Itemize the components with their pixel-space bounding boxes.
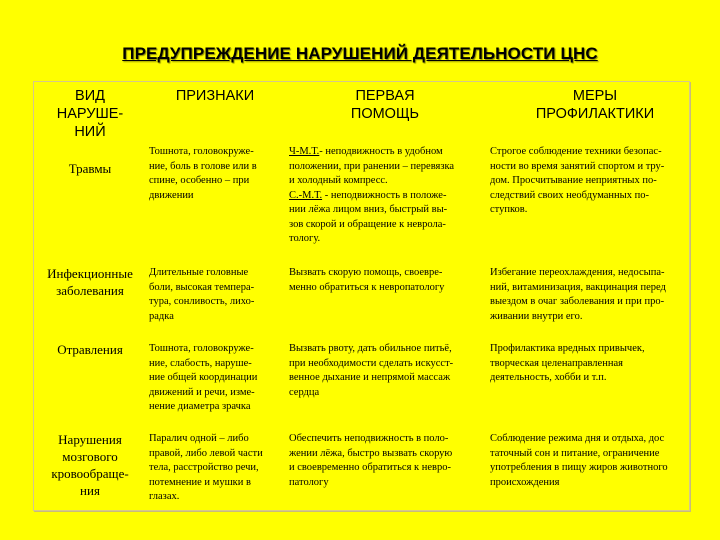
signs-line: правой, либо левой части (149, 447, 263, 459)
row-prevention (490, 145, 694, 218)
row-kind-line: Травмы (68, 161, 112, 176)
signs-line: ние, боль в голове или в (149, 160, 257, 172)
prevention-line: выездом в очаг заболевания и при про- (490, 296, 665, 307)
signs-line: движении (149, 189, 194, 201)
row-kind-line: заболевания (56, 283, 124, 298)
signs-line: спине, особенно – при (149, 175, 250, 186)
aid-line: и своевременно обратиться к невро- (289, 462, 452, 473)
prevention-line: Профилактика вредных привычек, (490, 343, 645, 354)
prevention-line: происхождения (490, 476, 560, 488)
row-aid (289, 432, 482, 490)
signs-line: Тошнота, головокруже- (149, 146, 254, 157)
row-signs (149, 432, 281, 505)
aid-line: положении, при ранении – перевязка (289, 160, 455, 172)
signs-line: Тошнота, головокруже- (149, 343, 254, 354)
aid-line: патологу (289, 476, 329, 488)
row-kind-line: Инфекционные (47, 266, 133, 281)
aid-line: венное дыхание и непрямой массаж (289, 372, 451, 383)
header-aid (320, 87, 450, 123)
signs-line: ние, слабость, наруше- (149, 357, 252, 369)
header-aid-line: ПОМОЩЬ (350, 106, 420, 122)
aid-line: сердца (289, 386, 320, 398)
header-kind-line: НИЙ (74, 124, 106, 140)
row-signs (149, 145, 281, 203)
prevention-line: Строгое соблюдение техники безопас- (490, 146, 662, 157)
signs-line: глазах. (149, 491, 180, 502)
row-aid (289, 342, 482, 400)
row-kind-line: ния (80, 483, 100, 498)
aid-term: Ч-М.Т. (289, 146, 320, 157)
prevention-line: Соблюдение режима дня и отдыха, дос (490, 433, 665, 444)
header-signs-line: ПРИЗНАКИ (175, 88, 255, 104)
row-kind-line: кровообраще- (51, 466, 129, 481)
prevention-line: ступков. (490, 204, 528, 215)
aid-text: - неподвижность в удобном (319, 146, 443, 157)
row-kind-line: Отравления (57, 342, 123, 357)
signs-line: Длительные головные (149, 267, 249, 278)
prevention-line: следствий своих необдуманных по- (490, 189, 649, 201)
prevention-line: таточный сон и питание, ограничение (490, 447, 660, 459)
aid-line: тологу. (289, 233, 321, 244)
prevention-line: Избегание переохлаждения, недосыпа- (490, 267, 665, 278)
header-prevention-line: МЕРЫ (572, 88, 618, 104)
prevention-line: ности во время занятий спортом и тру- (490, 160, 665, 172)
prevention-line: ний, витаминизация, вакцинация перед (490, 281, 666, 293)
row-kind (37, 431, 143, 499)
prevention-line: творческая целенаправленная (490, 357, 623, 369)
signs-line: Паралич одной – либо (149, 433, 249, 444)
signs-line: радка (149, 310, 174, 322)
row-kind (37, 265, 143, 299)
aid-term: С.-М.Т. (289, 189, 323, 201)
aid-line: Обеспечить неподвижность в поло- (289, 433, 449, 444)
signs-line: нение диаметра зрачка (149, 401, 251, 412)
aid-text: - неподвижность в положе- (322, 189, 447, 201)
signs-line: тела, расстройство речи, (149, 462, 259, 473)
aid-line (289, 145, 482, 160)
signs-line: ние общей координации (149, 372, 258, 383)
signs-line: тура, сонливость, лихо- (149, 296, 255, 307)
signs-line: боли, высокая темпера- (149, 281, 255, 293)
aid-line: Вызвать рвоту, дать обильное питьё, (289, 343, 452, 354)
row-prevention (490, 266, 694, 324)
header-kind-line: НАРУШЕ- (56, 106, 124, 122)
row-prevention (490, 342, 694, 386)
aid-line: Вызвать скорую помощь, своевре- (289, 267, 443, 278)
row-kind (37, 341, 143, 358)
row-kind-line: Нарушения (58, 432, 122, 447)
row-aid (289, 266, 482, 295)
aid-line: зов скорой и обращение к неврола- (289, 218, 446, 230)
row-aid (289, 145, 482, 247)
header-signs (160, 87, 270, 105)
aid-line: нии лёжа лицом вниз, быстрый вы- (289, 204, 448, 215)
row-kind-line: мозгового (62, 449, 118, 464)
aid-line (289, 189, 482, 204)
row-prevention (490, 432, 694, 490)
prevention-line: дом. Просчитывание неприятных по- (490, 175, 657, 186)
signs-line: потемнение и мушки в (149, 476, 251, 488)
header-aid-line: ПЕРВАЯ (355, 88, 415, 104)
prevention-line: живании внутри его. (490, 310, 583, 322)
header-prevention-line: ПРОФИЛАКТИКИ (535, 106, 655, 122)
aid-line: и холодный компресс. (289, 175, 388, 186)
header-kind-line: ВИД (75, 88, 105, 104)
row-kind (37, 160, 143, 177)
page-title: ПРЕДУПРЕЖДЕНИЕ НАРУШЕНИЙ ДЕЯТЕЛЬНОСТИ ЦНС (122, 44, 598, 63)
aid-line: менно обратиться к невропатологу (289, 281, 445, 293)
header-prevention (520, 87, 670, 123)
signs-line: движений и речи, изме- (149, 386, 255, 398)
prevention-line: употребления в пищу жиров животного (490, 462, 668, 473)
aid-line: при необходимости сделать искусст- (289, 357, 454, 369)
prevention-line: деятельность, хобби и т.п. (490, 372, 607, 383)
header-kind (37, 87, 143, 141)
aid-line: жении лёжа, быстро вызвать скорую (289, 447, 453, 459)
row-signs (149, 266, 281, 324)
row-signs (149, 342, 281, 415)
